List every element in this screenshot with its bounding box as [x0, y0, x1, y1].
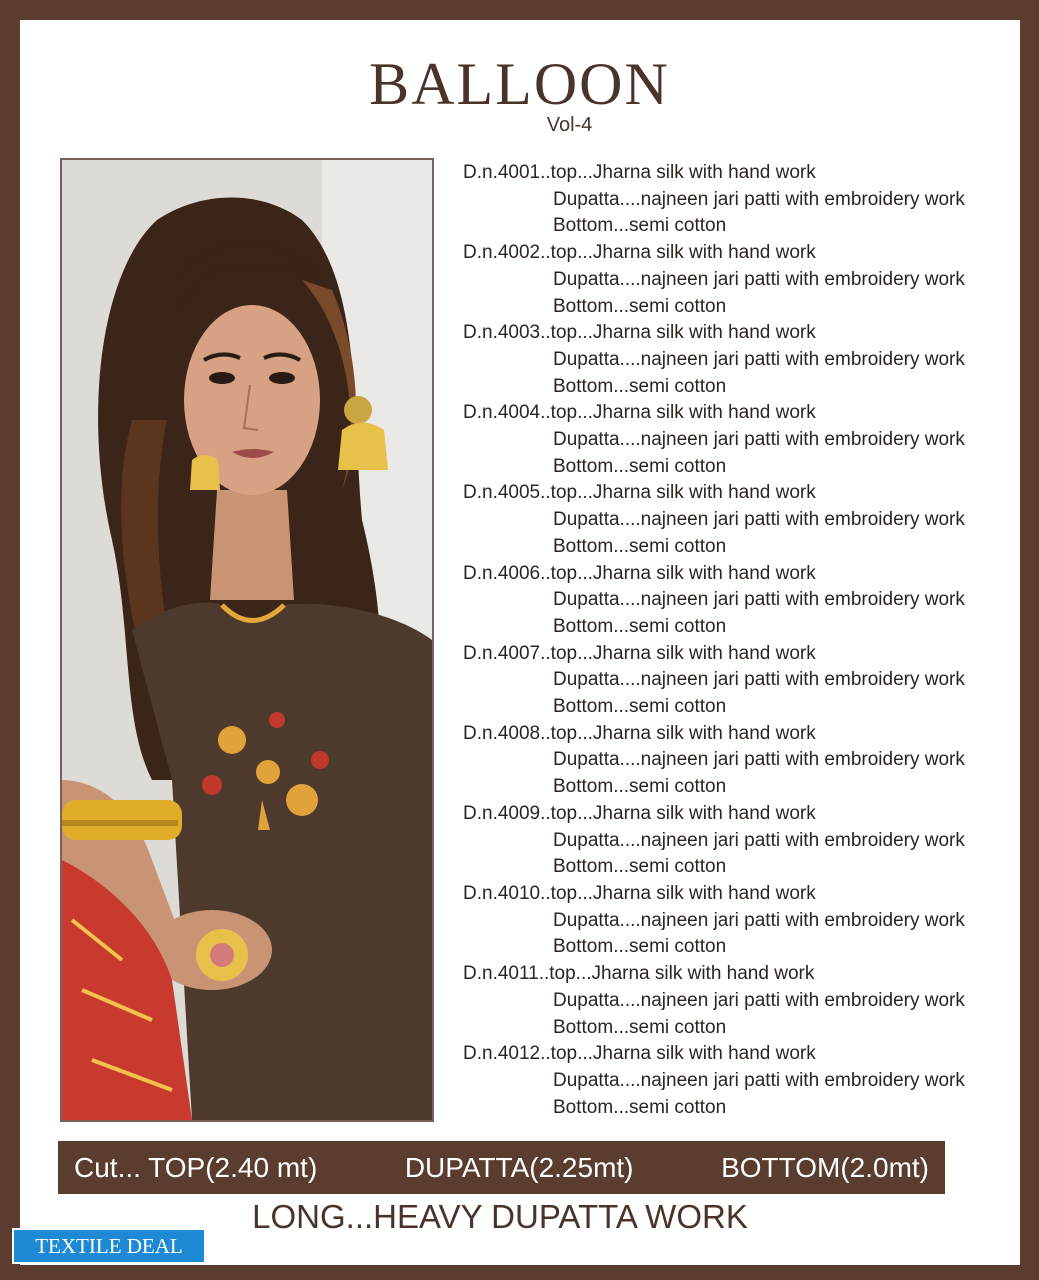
design-top-fabric: ..top...Jharna silk with hand work	[540, 162, 816, 183]
design-entry	[463, 320, 1023, 400]
design-top-line	[463, 881, 1023, 908]
design-top-line	[463, 641, 1023, 668]
design-entry	[463, 801, 1023, 881]
design-top-line	[463, 801, 1023, 828]
model-illustration	[62, 160, 432, 1120]
design-code: D.n.4003	[463, 322, 541, 344]
design-entry	[463, 881, 1023, 961]
design-dupatta-line: Dupatta....najneen jari patti with embroidery work	[553, 348, 965, 370]
design-top-fabric: ..top...Jharna silk with hand work	[540, 562, 816, 584]
cut-dupatta-label: DUPATTA(2.25mt)	[404, 1151, 634, 1183]
design-top-line	[463, 961, 1023, 988]
design-top-fabric: ..top...Jharna silk with hand work	[540, 242, 816, 264]
design-dupatta-line: Dupatta....najneen jari patti with embroidery work	[553, 1069, 965, 1091]
design-top-fabric: ..top...Jharna silk with hand work	[540, 1043, 816, 1065]
design-code: D.n.4011	[463, 963, 539, 985]
design-dupatta-line: Dupatta....najneen jari patti with embroidery work	[553, 829, 965, 851]
design-code: D.n.4007	[463, 642, 541, 664]
design-bottom-line: Bottom...semi cotton	[553, 1096, 727, 1118]
design-dupatta-line: Dupatta....najneen jari patti with embroidery work	[553, 509, 965, 531]
design-bottom-line: Bottom...semi cotton	[553, 375, 727, 397]
design-entry	[463, 961, 1023, 1041]
design-entry	[463, 1041, 1023, 1121]
design-dupatta-line: Dupatta....najneen jari patti with embroidery work	[553, 429, 965, 451]
design-top-fabric: ..top...Jharna silk with hand work	[540, 322, 816, 344]
design-bottom-line: Bottom...semi cotton	[553, 1016, 727, 1038]
design-code: D.n.4008	[463, 722, 541, 744]
design-dupatta-line: Dupatta....najneen jari patti with embroidery work	[553, 909, 965, 931]
design-dupatta-line: Dupatta....najneen jari patti with embroidery work	[553, 589, 965, 611]
design-top-line	[463, 480, 1023, 507]
design-top-fabric: ..top...Jharna silk with hand work	[540, 882, 816, 904]
design-top-fabric: ..top...Jharna silk with hand work	[538, 963, 815, 985]
cut-bottom-label: BOTTOM(2.0mt)	[721, 1151, 929, 1183]
design-code: D.n.4006	[463, 562, 541, 584]
textile-deal-badge: TEXTILE DEAL	[12, 1228, 206, 1264]
design-bottom-line: Bottom...semi cotton	[553, 535, 727, 557]
design-top-line	[463, 240, 1023, 267]
model-photo	[60, 158, 434, 1122]
cut-measurements-bar	[58, 1141, 945, 1194]
design-bottom-line: Bottom...semi cotton	[553, 856, 727, 878]
design-dupatta-line: Dupatta....najneen jari patti with embroidery work	[553, 188, 965, 210]
design-list	[463, 160, 1023, 1121]
design-bottom-line: Bottom...semi cotton	[553, 215, 727, 237]
design-top-line	[463, 561, 1023, 588]
design-top-fabric: ..top...Jharna silk with hand work	[540, 722, 816, 744]
design-bottom-line: Bottom...semi cotton	[553, 455, 727, 477]
design-dupatta-line: Dupatta....najneen jari patti with embroidery work	[553, 989, 965, 1011]
design-code: D.n.4001	[463, 162, 541, 183]
design-bottom-line: Bottom...semi cotton	[553, 936, 727, 958]
design-top-line	[463, 1041, 1023, 1068]
design-entry	[463, 400, 1023, 480]
design-entry	[463, 480, 1023, 560]
design-top-line	[463, 160, 1023, 187]
design-code: D.n.4009	[463, 802, 541, 824]
design-top-line	[463, 400, 1023, 427]
design-entry	[463, 240, 1023, 320]
design-dupatta-line: Dupatta....najneen jari patti with embroidery work	[553, 669, 965, 691]
design-code: D.n.4004	[463, 402, 541, 424]
design-bottom-line: Bottom...semi cotton	[553, 295, 727, 317]
design-entry	[463, 561, 1023, 641]
design-dupatta-line: Dupatta....najneen jari patti with embroidery work	[553, 749, 965, 771]
design-top-line	[463, 721, 1023, 748]
design-code: D.n.4005	[463, 482, 541, 504]
design-dupatta-line: Dupatta....najneen jari patti with embroidery work	[553, 268, 965, 290]
page-title: BALLOON	[369, 51, 670, 117]
design-top-line	[463, 320, 1023, 347]
design-top-fabric: ..top...Jharna silk with hand work	[540, 642, 816, 664]
design-top-fabric: ..top...Jharna silk with hand work	[540, 802, 816, 824]
design-top-fabric: ..top...Jharna silk with hand work	[540, 482, 816, 504]
design-top-fabric: ..top...Jharna silk with hand work	[540, 402, 816, 424]
design-entry	[463, 160, 1023, 240]
design-code: D.n.4010	[463, 882, 541, 904]
design-code: D.n.4002	[463, 242, 541, 264]
design-bottom-line: Bottom...semi cotton	[553, 615, 727, 637]
cut-top-label: Cut... TOP(2.40 mt)	[74, 1151, 318, 1183]
design-entry	[463, 721, 1023, 801]
design-entry	[463, 641, 1023, 721]
design-bottom-line: Bottom...semi cotton	[553, 776, 727, 798]
page-subtitle: Vol-4	[546, 114, 593, 136]
footer-note: LONG...HEAVY DUPATTA WORK	[252, 1198, 748, 1235]
design-bottom-line: Bottom...semi cotton	[553, 696, 727, 718]
design-code: D.n.4012	[463, 1043, 541, 1065]
